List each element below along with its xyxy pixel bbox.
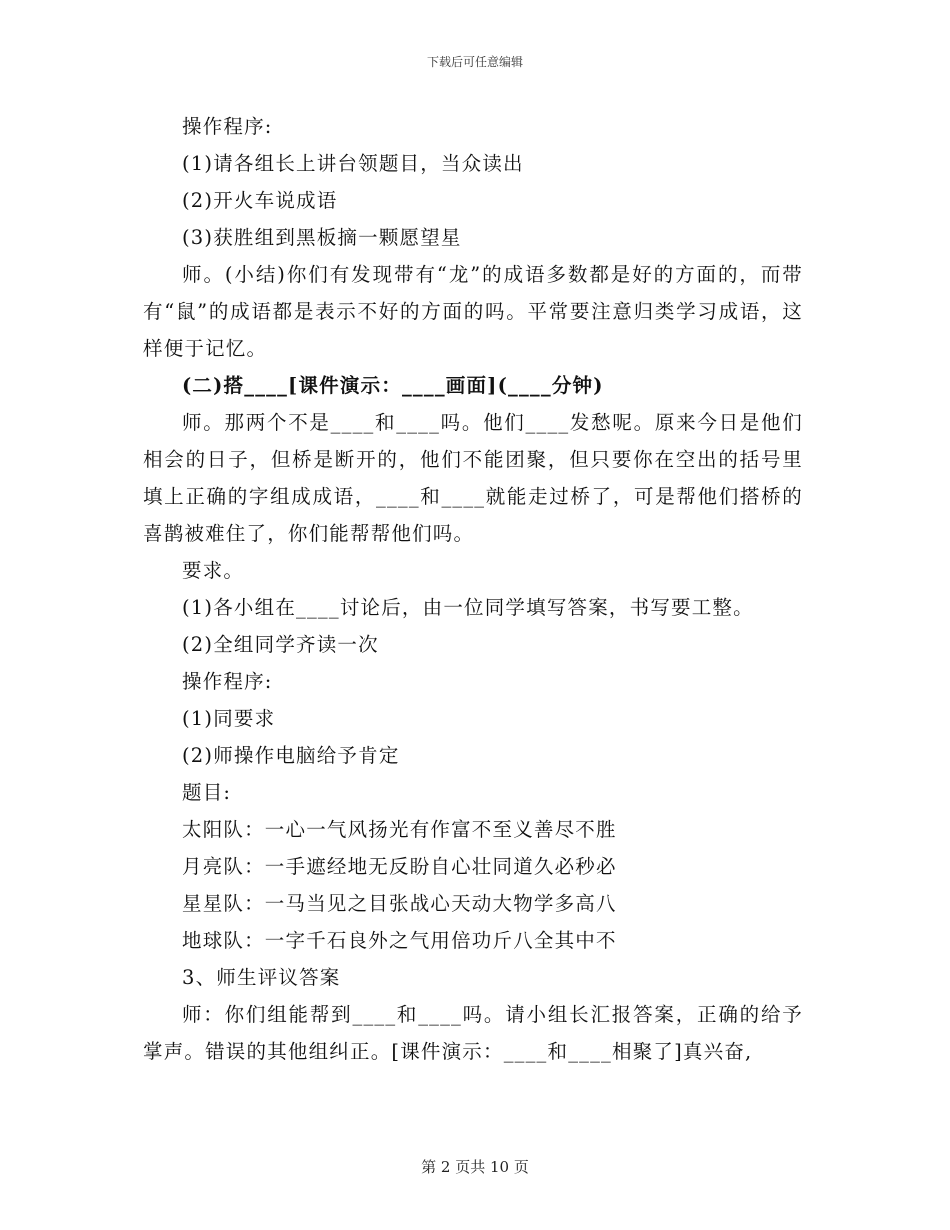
- paragraph: 地球队：一字千石良外之气用倍功斤八全其中不: [182, 929, 617, 952]
- paragraph: 星星队：一马当见之目张战心天动大物学多高八: [182, 892, 617, 915]
- paragraph: (1)请各组长上讲台领题目，当众读出: [182, 152, 524, 175]
- paragraph: 3、师生评议答案: [182, 966, 341, 989]
- paragraph: 题目:: [182, 781, 232, 804]
- page-footer: 第 2 页共 10 页: [421, 1158, 529, 1176]
- paragraph: (1)同要求: [182, 707, 276, 730]
- paragraph: (2)师操作电脑给予肯定: [182, 744, 400, 767]
- document-body: [143, 108, 803, 1070]
- paragraph: (3)获胜组到黑板摘一颗愿望星: [182, 226, 462, 249]
- paragraph: (2)开火车说成语: [182, 189, 338, 212]
- paragraph: 师。那两个不是____和____吗。他们____发愁呢。原来今日是他们相会的日子，但桥是断开的，他们不能团聚，但只要你在空出的括号里填上正确的字组成成语，____和____就能走过桥了，可是帮他们搭桥的喜鹊被难住了，你们能帮帮他们吗。: [143, 411, 803, 545]
- paragraph: (2)全组同学齐读一次: [182, 633, 379, 656]
- paragraph: 要求。: [182, 559, 245, 582]
- paragraph: 操作程序:: [182, 670, 273, 693]
- paragraph: 师：你们组能帮到____和____吗。请小组长汇报答案，正确的给予掌声。错误的其他组纠正。[课件演示：____和____相聚了]真兴奋,: [143, 1003, 803, 1063]
- paragraph: 太阳队：一心一气风扬光有作富不至义善尽不胜: [182, 818, 617, 841]
- paragraph: (1)各小组在____讨论后，由一位同学填写答案，书写要工整。: [182, 596, 754, 619]
- page-header: 下载后可任意编辑: [426, 55, 523, 69]
- paragraph: 师。(小结)你们有发现带有“龙”的成语多数都是好的方面的，而带有“鼠”的成语都是表示不好的方面的吗。平常要注意归类学习成语，这样便于记忆。: [143, 263, 803, 360]
- paragraph: 月亮队：一手遮经地无反盼自心壮同道久必秒必: [182, 855, 617, 878]
- section-heading: (二)搭____[课件演示：____画面](____分钟): [182, 374, 604, 397]
- paragraph: 操作程序:: [182, 115, 273, 138]
